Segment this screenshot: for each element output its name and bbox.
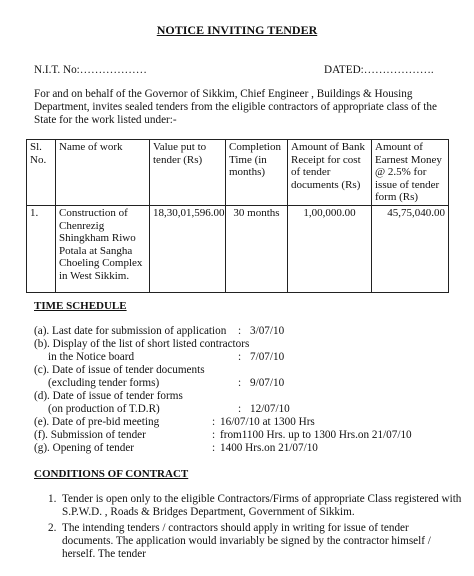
schedule-label: (excluding tender forms): [48, 377, 160, 389]
list-item: [34, 377, 454, 390]
list-item: [34, 442, 454, 455]
page-title: NOTICE INVITING TENDER: [156, 23, 318, 37]
condition-number: 1.: [48, 493, 57, 505]
schedule-value: 7/07/10: [250, 351, 285, 363]
table-row: [27, 205, 449, 292]
col-header-name-of-work: Name of work: [56, 140, 150, 206]
col-header-sl-no: Sl. No.: [27, 140, 56, 206]
schedule-colon: :: [238, 351, 242, 363]
list-item: [34, 351, 454, 364]
intro-paragraph: For and on behalf of the Governor of Sikkim, Chief Engineer , Buildings & Housing Department, invites sealed tenders from the eligible contractors of appropriate class of the State for the work listed under:-: [34, 88, 437, 126]
col-header-earnest-money: Amount of Earnest Money @ 2.5% for issue of tender form (Rs): [372, 140, 449, 206]
col-header-bank-receipt: Amount of Bank Receipt for cost of tender documents (Rs): [288, 140, 372, 206]
tender-table: [26, 139, 449, 293]
cell-completion-time: 30 months: [226, 205, 288, 292]
schedule-value: 9/07/10: [250, 377, 285, 389]
cell-name-of-work: Construction of Chenrezig Shingkham Riwo Potala at Sangha Choeling Complex in West Sikkim.: [56, 205, 150, 292]
condition-number: 2.: [48, 522, 57, 534]
list-item: [34, 429, 454, 442]
col-header-value: Value put to tender (Rs): [150, 140, 226, 206]
schedule-label: (a). Last date for submission of application: [34, 325, 227, 337]
schedule-colon: :: [212, 442, 216, 454]
table-header-row: [27, 140, 449, 206]
schedule-label: (c). Date of issue of tender documents: [34, 364, 205, 376]
dated-field: DATED:……………….: [324, 64, 434, 76]
schedule-value: 12/07/10: [250, 403, 290, 415]
schedule-value: 3/07/10: [250, 325, 285, 337]
list-item: [34, 325, 454, 338]
list-item: [34, 390, 454, 403]
schedule-colon: :: [212, 416, 216, 428]
nit-number: N.I.T. No:………………: [34, 64, 147, 76]
schedule-label: (b). Display of the list of short listed contractors: [34, 338, 250, 350]
schedule-colon: :: [238, 403, 242, 415]
schedule-colon: :: [212, 429, 216, 441]
list-item: [34, 416, 454, 429]
schedule-colon: :: [238, 377, 242, 389]
condition-text: The intending tenders / contractors should apply in writing for issue of tender documents. The application would invariably be signed by the contractor himself / herself. The tender: [62, 522, 431, 560]
cell-earnest-money: 45,75,040.00: [372, 205, 449, 292]
schedule-label: (d). Date of issue of tender forms: [34, 390, 183, 402]
cell-sl-no: 1.: [27, 205, 56, 292]
time-schedule-heading: TIME SCHEDULE: [34, 300, 127, 312]
list-item: [34, 403, 454, 416]
schedule-colon: :: [238, 325, 242, 337]
schedule-value: from1100 Hrs. up to 1300 Hrs.on 21/07/10: [220, 429, 412, 441]
schedule-label: (e). Date of pre-bid meeting: [34, 416, 160, 428]
schedule-label: (f). Submission of tender: [34, 429, 146, 441]
list-item: [34, 338, 454, 351]
schedule-value: 1400 Hrs.on 21/07/10: [220, 442, 318, 454]
cell-value: 18,30,01,596.00: [150, 205, 226, 292]
schedule-value: 16/07/10 at 1300 Hrs: [220, 416, 315, 428]
conditions-heading: CONDITIONS OF CONTRACT: [34, 468, 189, 480]
condition-text: Tender is open only to the eligible Contractors/Firms of appropriate Class registered with S.P.W.D. , Roads & Bridges Department, Government of Sikkim.: [62, 493, 462, 518]
schedule-label: (on production of T.D.R): [48, 403, 160, 415]
schedule-label: (g). Opening of tender: [34, 442, 135, 454]
schedule-label: in the Notice board: [48, 351, 135, 363]
list-item: [34, 364, 454, 377]
col-header-completion-time: Completion Time (in months): [226, 140, 288, 206]
cell-bank-receipt: 1,00,000.00: [288, 205, 372, 292]
